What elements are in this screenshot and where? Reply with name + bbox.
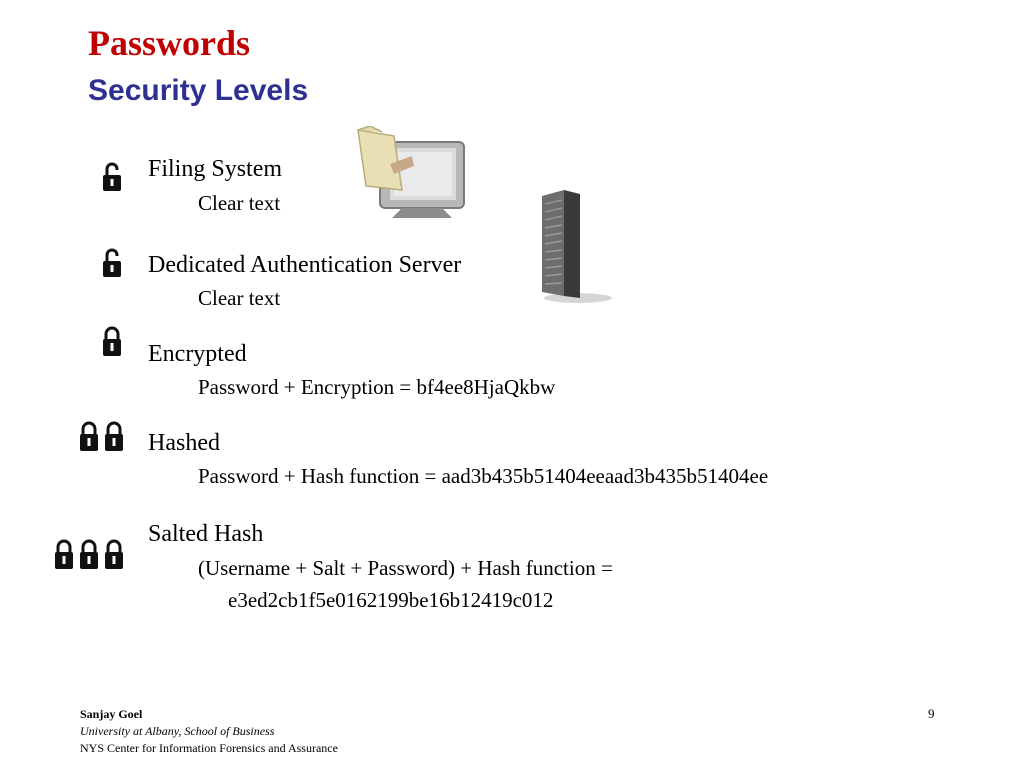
closed-padlock-icon [78,538,100,570]
footer-author: Sanjay Goel [80,707,143,721]
closed-padlock-icon [78,420,100,452]
item-title: Filing System [148,156,283,182]
closed-padlock-icon [101,325,123,357]
slide-title: Passwords [88,23,251,63]
item-detail: Clear text [198,191,281,215]
lock-group [101,248,123,278]
open-padlock-icon [101,162,123,192]
computer-monitor-folder-icon [352,126,472,222]
slide-subtitle: Security Levels [88,74,309,107]
item-title: Dedicated Authentication Server [148,252,462,278]
closed-padlock-icon [103,538,125,570]
item-detail-continued: e3ed2cb1f5e0162199be16b12419c012 [228,588,554,612]
page-number: 9 [928,706,935,721]
closed-padlock-icon [103,420,125,452]
lock-group [78,420,125,452]
item-title: Salted Hash [148,521,264,547]
item-detail: Password + Encryption = bf4ee8HjaQkbw [198,375,556,399]
open-padlock-icon [101,248,123,278]
item-detail: Clear text [198,286,281,310]
footer-affiliation-1: University at Albany, School of Business [80,724,275,738]
lock-group [101,325,123,357]
item-detail: Password + Hash function = aad3b435b51404eeaad3b435b51404ee [198,464,769,488]
footer [80,706,338,757]
footer-affiliation-2: NYS Center for Information Forensics and Assurance [80,741,338,755]
lock-group [101,162,123,192]
server-tower-icon [534,188,614,304]
item-title: Hashed [148,430,220,456]
closed-padlock-icon [53,538,75,570]
item-detail: (Username + Salt + Password) + Hash function = [198,556,613,580]
lock-group [53,538,125,570]
item-title: Encrypted [148,341,247,367]
